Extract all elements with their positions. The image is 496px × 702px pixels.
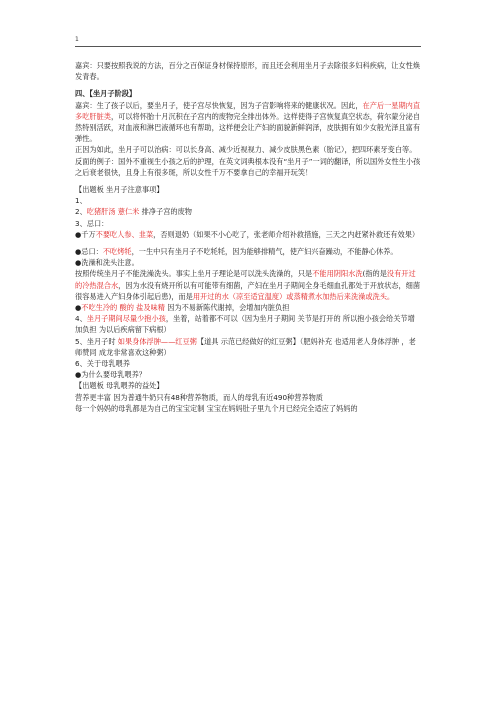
highlight-text: 不要吃人参、韭菜 <box>95 229 154 239</box>
text: 2、 <box>75 207 87 217</box>
section-heading: 四、【坐月子阶段】 <box>75 89 137 99</box>
tip-item: 3、忌口： <box>75 218 109 228</box>
text: 嘉宾：只要按照我说的方法，百分之百保证身材保持原形，而且还会利用坐月子去除很多妇科疾病，让女性焕发青春。 <box>75 61 421 82</box>
tip-item <box>75 313 421 335</box>
tip-item <box>75 336 421 358</box>
document-body <box>75 60 421 414</box>
highlight-text: 不能用阴阳水洗 <box>312 269 363 279</box>
text: ●忌口： <box>75 247 103 257</box>
tips-title: 【出题板 坐月子注意事项】 <box>75 185 164 195</box>
paragraph-counterexample: 反面的例子：国外不重视生小孩之后的护理，在英文词典根本没有“坐月子”一词的翻译，所以国外女性生小孩之后衰老很快，且身上有很多斑，所以女性千万不要拿自己的幸福开玩笑！ <box>75 156 421 177</box>
paragraph-benefits: 正因为如此，坐月子可以治病：可以长身高、减少近视视力、减少皮肤黑色素（胎记），把四环素牙变白等。 <box>75 145 417 155</box>
text: 因为不易新陈代谢掉，会增加内脏负担 <box>164 303 290 313</box>
text: ● <box>75 303 82 313</box>
tip-item: 营养更丰富 因为普通牛奶只有48种营养物质，而人的母乳有近490种营养物质 <box>75 392 323 402</box>
text: ，一生中只有坐月子不吃牦牦，因为能够排精气，使产妇兴奋躁动，不能静心休养。 <box>131 247 398 257</box>
paragraph-intro <box>75 60 421 82</box>
tip-item <box>75 268 421 302</box>
tip-item <box>75 206 421 217</box>
highlight-text: 不吃烤牦 <box>102 247 132 257</box>
text: 5、坐月子时 <box>75 336 118 346</box>
text: 排净子宫的废物 <box>139 207 192 217</box>
tip-item: ●为什么要母乳喂养？ <box>75 370 146 380</box>
text: (指的是 <box>362 269 387 279</box>
highlight-text: 吃猪肝汤 薏仁米 <box>86 207 140 217</box>
highlight-text: 用开过的水（凉至适宜温度）或蒸精煮水加热后来洗澡或洗头。 <box>192 291 395 301</box>
text: ●千万 <box>75 229 96 239</box>
text: 【道具 示范已经做好的红豆粥】（肥妈补充 也适用老人身体浮肿 ，老师赞同 成龙非常喜欢这种粥） <box>75 336 416 357</box>
page-number: 1 <box>75 36 79 43</box>
highlight-text: 如果身体浮肿——红豆粥 <box>117 336 197 346</box>
text: 嘉宾：生了孩子以后，要坐月子，使子宫尽快恢复，因为子宫影响将来的健康状况。因此， <box>75 100 363 110</box>
header-rule <box>75 46 421 47</box>
highlight-text: 不吃生冷的 酸的 盐及味精 <box>81 303 165 313</box>
text: ，否则退奶（如果不小心吃了，张老师介绍补救措施，三天之内赶紧补救还有效果） <box>153 229 420 239</box>
highlight-text: 在产后一星期内直多吃肝脏类 <box>75 100 421 121</box>
text: 4、 <box>75 314 87 324</box>
highlight-text: 坐月子期间尽量少抱小孩 <box>86 314 166 324</box>
tip-item: ●洗澡和洗头注意。 <box>75 258 139 268</box>
highlight-text: 没有开过的冷热混合水 <box>75 269 416 290</box>
text: ，可以将怀胎十月沉积在子宫内的废物完全排出体外。这样使得子宫恢复真空状态，荷尔蒙分泌自然特别活跃，对血液和淋巴液循环也有帮助，这样便会让产妇的面貌新鲜润泽，皮肤拥有如少女般光泽且富有弹性。 <box>75 111 421 144</box>
tip-item <box>75 246 421 257</box>
tip-item <box>75 229 421 240</box>
tip-item: 每一个妈妈的母乳都是为自己的宝宝定制 宝宝在妈妈肚子里九个月已经完全适应了妈妈的 <box>75 403 358 413</box>
text: 按照传统坐月子不能洗澡洗头。事实上坐月子理论是可以洗头洗澡的，只是 <box>75 269 313 279</box>
text: ，因为水没有烧开所以有可能带有细菌，产妇在坐月子期间全身毛细血孔都处于开放状态，细菌很容易进入产妇身体引起后患)，而是 <box>75 280 421 301</box>
tip-item: 【出题板 母乳喂养的益处】 <box>75 381 164 391</box>
tip-item: 1、 <box>75 196 87 206</box>
tip-item <box>75 302 421 313</box>
text: ，坐着，站着都不可以（因为坐月子期间 关节是打开的 所以抱小孩会给关节增加负担 为以后疾病留下病根） <box>75 314 415 335</box>
tip-item: 6、关于母乳喂养 <box>75 359 130 369</box>
paragraph-uterus <box>75 100 421 145</box>
